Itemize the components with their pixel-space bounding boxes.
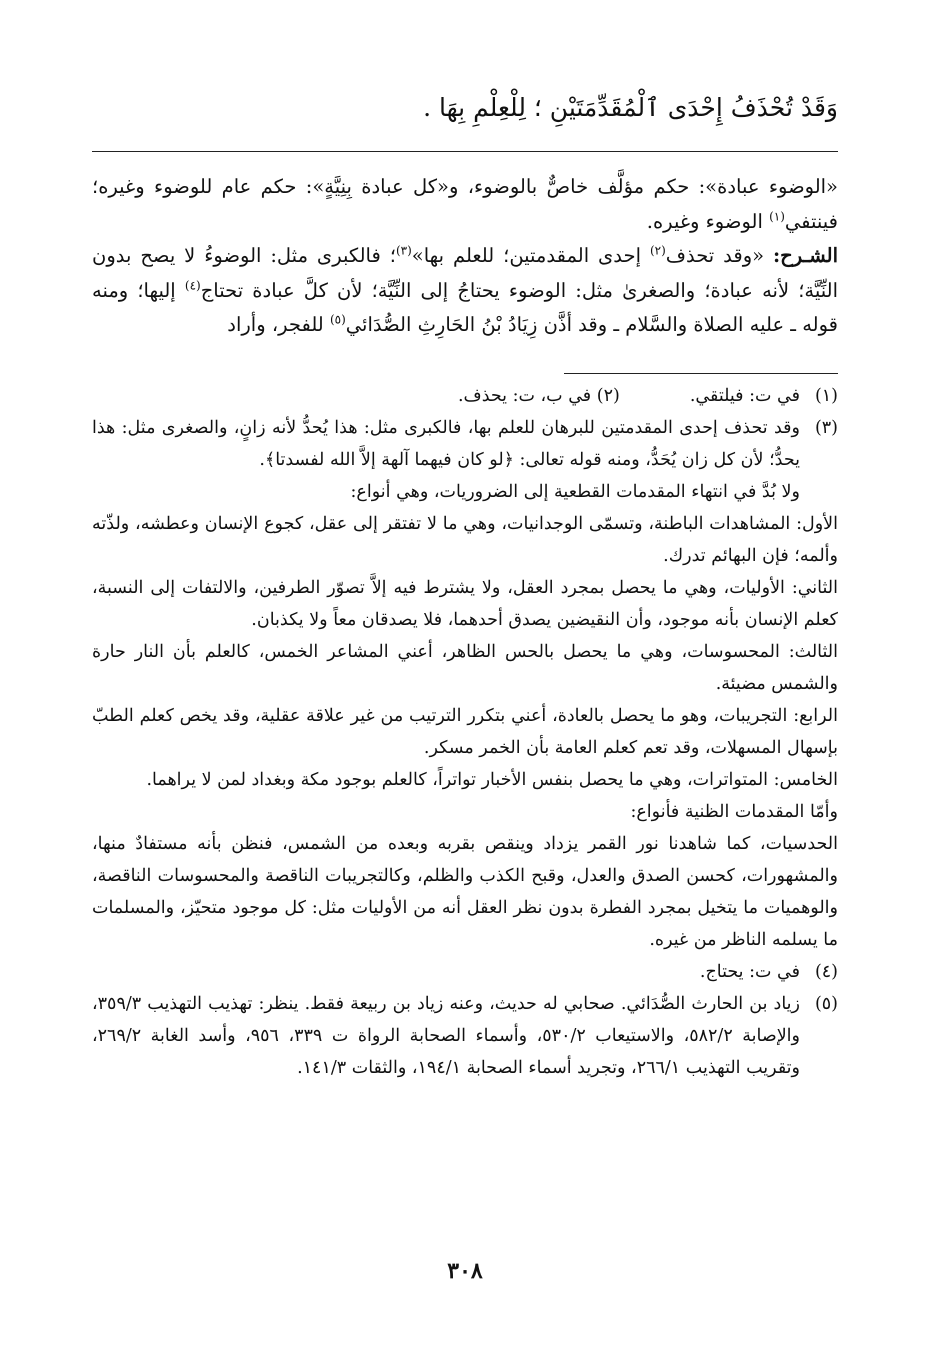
footnote-text: زياد بن الحارث الصُّدَائي. صحابي له حديث، وعنه زياد بن ربيعة فقط. ينظر: تهذيب التهذيب ٣٥٩/٣، والإصابة ٥٨٢/٢، والاستيعاب ٥٣٠/٢، وأسماء الصحابة الرواة ت ٣٣٩، ٩٥٦، وأسد الغابة ٢٦٩/٢، وتقريب التهذيب ٢٦٦/١، وتجريد أسماء الصحابة ١٩٤/١، والثقات ١٤١/٣. [92,994,800,1078]
footnote-number: (٢) [596,386,620,406]
footnote-ref[interactable]: (٥) [329,312,346,327]
footnote-ref[interactable]: (١) [769,209,785,223]
commentary-text: إحدى المقدمتين؛ للعلم بها» [411,244,642,267]
footnote [92,988,838,1084]
matn-text: وَقَدْ تُحْذَفُ إِحْدَى ٱلْمُقَدِّمَتَيْنِ ؛ لِلْعِلْمِ بِهَا . [423,93,838,122]
footnote-number: (٥) [814,994,838,1014]
footnote [92,956,838,988]
commentary-text: الوضوء وغيره. [646,209,763,233]
commentary-text: للفجر، وأراد [227,313,324,336]
footnote-ref[interactable]: (٣) [395,243,412,258]
footnote [92,412,838,508]
footnote-paragraph: وأمّا المقدمات الظنية فأنواع: [630,802,838,822]
sharh-label: الشـرح: [772,244,838,267]
footnote-body [92,412,800,508]
footnote-paragraph: وقد تحذف إحدى المقدمتين للبرهان للعلم بها، فالكبرى مثل: هذا يُحدُّ لأنه زانٍ، والصغرى مثل: هذا يحدُّ؛ لأن كل زان يُحَدُّ، ومنه قوله تعالى: ﴿لو كان فيهما آلهة إلاَّ الله لفسدتا﴾. [92,418,800,470]
header-divider [92,151,838,152]
commentary-block [92,170,838,343]
commentary-text: فينتفي [784,209,838,233]
footnote-paragraph: الرابع: التجريبات، وهو ما يحصل بالعادة، أعني بتكرر الترتيب من غير علاقة عقلية، وقد يخص كعلم الطبّ بإسهال المسهلات، وقد تعم كعلم العامة بأن الخمر مسكر. [92,706,838,758]
footnote-paragraph: الثالث: المحسوسات، وهي ما يحصل بالحس الظاهر، أعني المشاعر الخمس، كالعلم بأن النار حارة والشمس مضيئة. [92,642,838,694]
footnote-paragraph: الأول: المشاهدات الباطنة، وتسمّى الوجدانيات، وهي ما لا تفتقر إلى عقل، كجوع الإنسان وعطشه، ولذّته وألمه؛ فإن البهائم تدرك. [92,514,838,566]
page-number: ٣٠٨ [447,1258,483,1284]
footnote-text: في ت: يحتاج. [699,962,800,982]
footnote-number: (١) [814,386,838,406]
footnotes-divider [564,373,838,374]
footnote-ref[interactable]: (٤) [184,278,201,292]
commentary-text: ؛ فالكبرى مثل: الوضوءُ لا يصح بدون النِّيَّة؛ لأنه عبادة؛ والصغرىٰ مثل: الوضوء يحتاجُ إلى النِّيَّة؛ لأن كلَّ عبادة تحتاج [92,244,838,302]
footnote-ref[interactable]: (٢) [649,243,666,258]
commentary-line [92,170,838,239]
footnotes [92,380,838,1084]
footnote-paragraph: الثاني: الأوليات، وهي ما يحصل بمجرد العقل، ولا يشترط فيه إلاَّ تصوّر الطرفين، والالتفات إلى النسبة، كعلم الإنسان بأنه موجود، وأن النقيضين يصدق أحدهما، فلا يصدقان معاً ولا يكذبان. [92,578,838,630]
footnote-number: (٣) [814,418,838,438]
footnote-text: في ت: فيلتقي. [689,386,800,406]
commentary-text: إليها؛ ومنه قوله ـ عليه الصلاة والسَّلام ـ وقد أذَّن زِيَادُ بْنُ الحَارِثِ الصُّدَائي [92,278,838,336]
footnote-number: (٤) [814,962,838,982]
commentary-text: «وقد تحذف [665,244,765,267]
commentary-paragraph [92,239,838,343]
commentary-text: «الوضوء عبادة»: حكم مؤلَّف خاصٌّ بالوضوء، و«كل عبادة بِنِيَّةٍ»: حكم عام للوضوء وغيره؛ [92,175,838,198]
footnote-paragraph: الحدسيات، كما شاهدنا نور القمر يزداد وينقص بقربه وبعده من الشمس، فنظن بأنه مستفادٌ منها، والمشهورات، كحسن الصدق والعدل، وقبح الكذب والظلم، وكالتجريبات الناقصة والمحسوسات الناقصة، والوهميات ما يتخيل بمجرد الفطرة بدون نظر العقل أنه من الأوليات مثل: كل موجود متحيّز، والمسلمات ما يسلمه الناظر من غيره. [92,834,838,950]
footnote-row [92,380,838,412]
footnote-paragraph: ولا بُدَّ في انتهاء المقدمات القطعية إلى الضروريات، وهي أنواع: [350,482,800,502]
footnote-text: في ب، ت: يحذف. [457,386,592,406]
footnote-paragraph: الخامس: المتواترات، وهي ما يحصل بنفس الأخبار تواتراً، كالعلم بوجود مكة وبغداد لمن لا يراهما. [146,770,838,790]
